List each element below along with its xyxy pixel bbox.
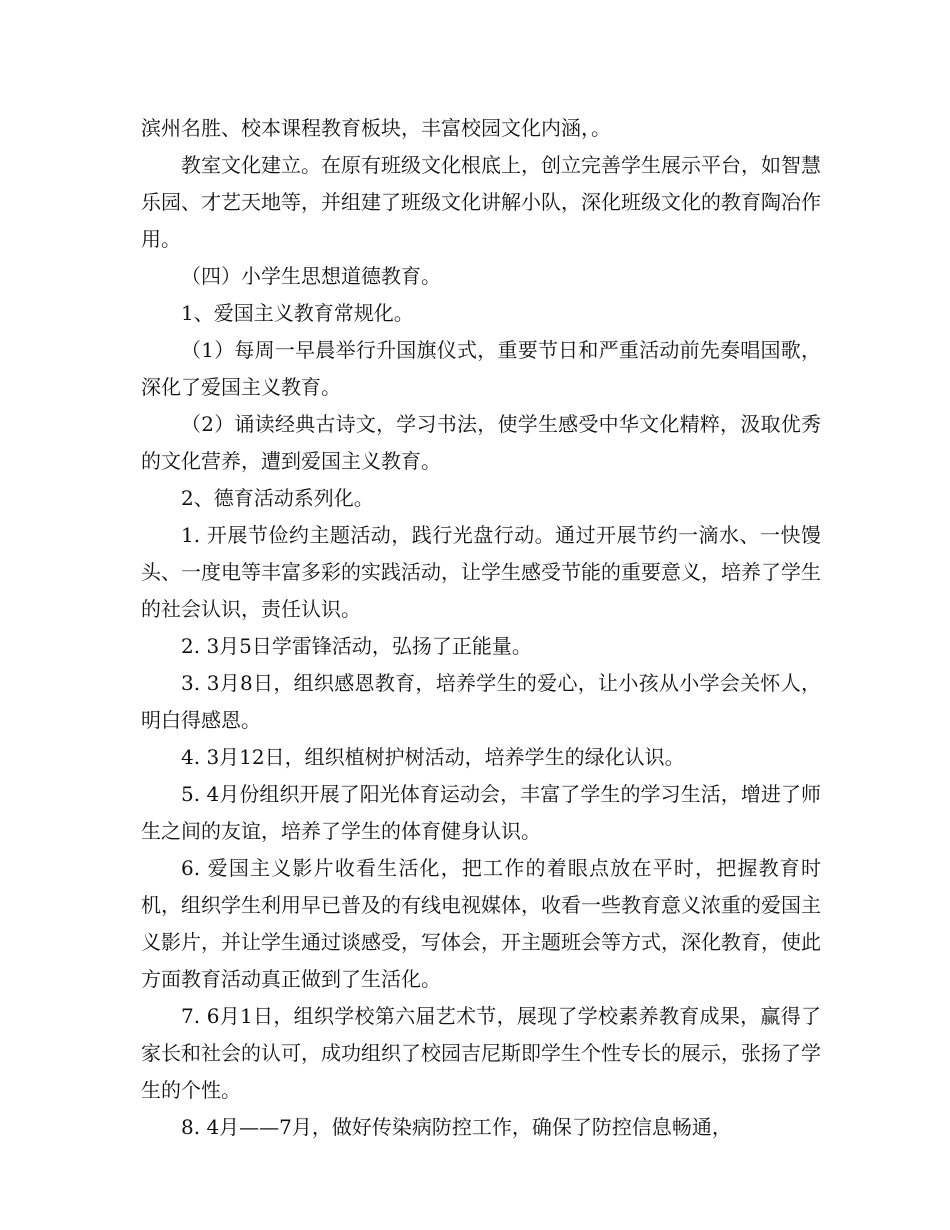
paragraph-1: 滨州名胜、校本课程教育板块，丰富校园文化内涵，。 bbox=[141, 116, 611, 140]
activity-item-2: 2. 3月5日学雷锋活动，弘扬了正能量。 bbox=[181, 634, 532, 658]
paragraph-item-2: （2）诵读经典古诗文，学习书法，使学生感受中华文化精粹，汲取优秀的文化营养，遭到爱国主义教育。 bbox=[141, 412, 821, 473]
document-body bbox=[141, 110, 821, 1146]
paragraph-item-1: （1）每周一早晨举行升国旗仪式，重要节日和严重活动前先奏唱国歌，深化了爱国主义教育。 bbox=[141, 338, 821, 399]
paragraph-2: 教室文化建立。在原有班级文化根底上，创立完善学生展示平台，如智慧乐园、才艺天地等，并组建了班级文化讲解小队，深化班级文化的教育陶冶作用。 bbox=[141, 153, 821, 251]
subheading-1: 1、爱国主义教育常规化。 bbox=[181, 301, 414, 325]
activity-item-5: 5. 4月份组织开展了阳光体育运动会，丰富了学生的学习生活，增进了师生之间的友谊，培养了学生的体育健身认识。 bbox=[141, 782, 821, 843]
activity-item-8: 8. 4月——7月，做好传染病防控工作，确保了防控信息畅通， bbox=[181, 1115, 732, 1139]
subheading-2: 2、德育活动系列化。 bbox=[181, 486, 374, 510]
section-heading-4: （四）小学生思想道德教育。 bbox=[181, 264, 441, 288]
activity-item-6: 6. 爱国主义影片收看生活化，把工作的着眼点放在平时，把握教育时机，组织学生利用早已普及的有线电视媒体，收看一些教育意义浓重的爱国主义影片，并让学生通过谈感受，写体会，开主题班会等方式，深化教育，使此方面教育活动真正做到了生活化。 bbox=[141, 856, 821, 991]
activity-item-7: 7. 6月1日，组织学校第六届艺术节，展现了学校素养教育成果，赢得了家长和社会的认可，成功组织了校园吉尼斯即学生个性专长的展示，张扬了学生的个性。 bbox=[141, 1004, 821, 1102]
activity-item-4: 4. 3月12日，组织植树护树活动，培养学生的绿化认识。 bbox=[181, 745, 685, 769]
activity-item-1: 1. 开展节俭约主题活动，践行光盘行动。通过开展节约一滴水、一快馒头、一度电等丰富多彩的实践活动，让学生感受节能的重要意义，培养了学生的社会认识，责任认识。 bbox=[141, 523, 821, 621]
activity-item-3: 3. 3月8日，组织感恩教育，培养学生的爱心，让小孩从小学会关怀人，明白得感恩。 bbox=[141, 671, 821, 732]
